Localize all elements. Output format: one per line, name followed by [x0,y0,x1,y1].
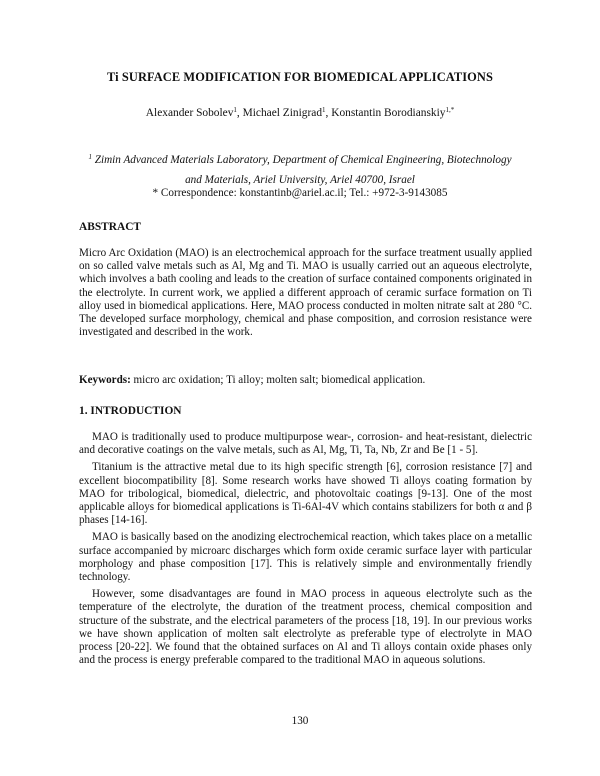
keywords-label: Keywords: [79,374,131,386]
author-affiliation-mark: 1 [322,106,326,114]
page-number: 130 [291,715,309,727]
paper-title: Ti SURFACE MODIFICATION FOR BIOMEDICAL APPLICATIONS [107,70,493,84]
abstract-text: Micro Arc Oxidation (MAO) is an electrochemical approach for the surface treatment usually applied on so called valve metals such as Al, Mg and Ti. MAO is usually carried out an aqueous electrolyte, which involves a bath cooling and leads to the creation of surface contained components originated in the electrolyte. In current work, we applied a different approach of ceramic surface formation on Ti alloy used in biomedical applications. Here, MAO process conducted in molten nitrate salt at 280 °C. The developed surface morphology, chemical and phase composition, and corrosion resistance were investigated and described in the work. [79,247,532,339]
paragraph: MAO is traditionally used to produce multipurpose wear-, corrosion- and heat-resistant, dielectric and decorative coatings on the valve metals, such as Al, Mg, Ti, Ta, Nb, Zr and Be [1 - 5]. [79,431,532,457]
introduction-body [79,431,532,671]
author-separator: , [236,107,243,119]
corresponding-author-mark: * [450,106,455,114]
affiliation-text: Zimin Advanced Materials Laboratory, Department of Chemical Engineering, Biotechnology and Materials, Ariel University, Ariel 40700, Israel [94,154,512,186]
affiliation [80,147,520,190]
introduction-heading: 1. INTRODUCTION [79,405,182,417]
paragraph: MAO is basically based on the anodizing electrochemical reaction, which takes place on a metallic surface accompanied by microarc discharges which form oxide ceramic surface layer with particular morphology and phase composition [17]. This is relatively simple and environmentally friendly technology. [79,531,532,584]
author-affiliation-mark: 1 [233,106,237,114]
author-separator: , [325,107,332,119]
paragraph: However, some disadvantages are found in MAO process in aqueous electrolyte such as the temperature of the electrolyte, the duration of the treatment process, chemical composition and structure of the substrate, and the electrical parameters of the process [18, 19]. In our previous works we have shown application of molten salt electrolyte as preferable type of electrolyte in MAO process [20-22]. We found that the obtained surfaces on Al and Ti alloys contain oxide phases only and the process is energy preferable compared to the traditional MAO in aqueous solutions. [79,588,532,667]
author-affiliation-number: 1, [445,106,451,114]
affiliation-mark: 1 [88,153,92,161]
author-name: Konstantin Borodianskiy [331,107,446,119]
keywords-text: micro arc oxidation; Ti alloy; molten salt; biomedical application. [130,374,426,386]
author-name: Alexander Sobolev [145,107,234,119]
keywords [79,374,532,386]
abstract-heading: ABSTRACT [79,221,142,233]
author-name: Michael Zinigrad [242,107,323,119]
author-list [0,106,600,119]
paragraph: Titanium is the attractive metal due to its high specific strength [6], corrosion resistance [7] and excellent biocompatibility [8]. Some research works have showed Ti alloys coating formation by MAO for tribological, biomedical, dielectric, and photovoltaic coatings [9-13]. One of the most applicable alloys for biomedical applications is Ti-6Al-4V which contains stabilizers for both α and β phases [14-16]. [79,461,532,527]
author-affiliation-mark [445,106,454,114]
correspondence: * Correspondence: konstantinb@ariel.ac.il; Tel.: +972-3-9143085 [152,187,448,199]
